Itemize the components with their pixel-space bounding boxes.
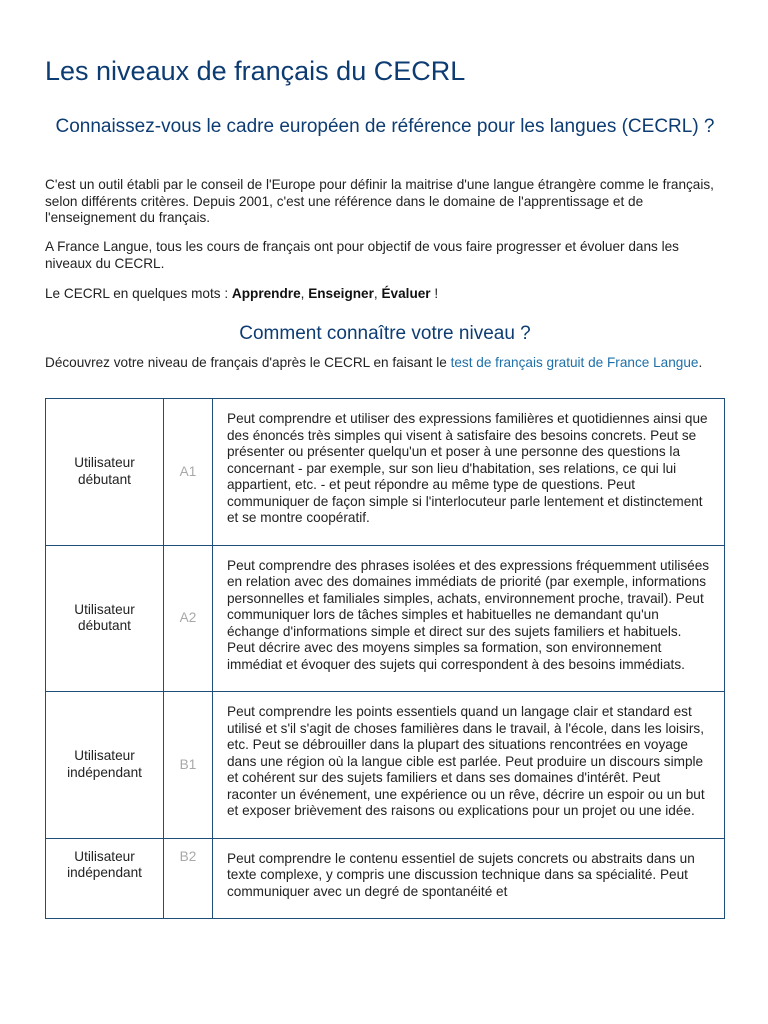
user-type-cell: Utilisateur débutant [46,545,164,692]
table-row [46,399,725,546]
page-subtitle: Connaissez-vous le cadre européen de référence pour les langues (CECRL) ? [55,116,715,137]
section-text-prefix: Découvrez votre niveau de français d'après le CECRL en faisant le [45,355,451,370]
keyword-separator: , [300,286,309,301]
keywords-prefix: Le CECRL en quelques mots : [45,286,232,301]
section-text-suffix: . [698,355,703,370]
user-type-cell: Utilisateur indépendant [46,838,164,919]
level-description-cell: Peut comprendre les points essentiels quand un langage clair et standard est utilisé et s'il s'agit de choses familières dans le travail, à l'école, dans les loisirs, etc. Peut se débrouiller dans la plupart des situations rencontrées en voyage dans une région où la langue cible est parlée. Peut produire un discours simple et cohérent sur des sujets familiers et dans ses domaines d'intérêt. Peut raconter un événement, une expérience ou un rêve, décrire un espoir ou un but et exposer brièvement des raisons ou explications pour un projet ou une idée. [213,692,725,839]
level-description-cell: Peut comprendre des phrases isolées et des expressions fréquemment utilisées en relation avec des domaines immédiats de priorité (par exemple, informations personnelles et familiales simples, achats, environnement proche, travail). Peut communiquer lors de tâches simples et habituelles ne demandant qu'un échange d'informations simple et direct sur des sujets familiers et habituels. Peut décrire avec des moyens simples sa formation, son environnement immédiat et évoquer des sujets qui correspondent à des besoins immédiats. [213,545,725,692]
keywords-suffix: ! [430,286,439,301]
intro-paragraph-3 [45,286,725,303]
level-code-cell: B2 [164,838,213,919]
section-paragraph [45,355,725,372]
level-code-cell: A2 [164,545,213,692]
level-code-cell: A1 [164,399,213,546]
french-test-link[interactable]: test de français gratuit de France Langue [450,355,699,370]
keyword-enseigner: Enseigner [308,286,374,301]
level-description-cell: Peut comprendre le contenu essentiel de sujets concrets ou abstraits dans un texte complexe, y compris une discussion technique dans sa spécialité. Peut communiquer avec un degré de spontanéité et [213,838,725,919]
cecrl-levels-table [45,398,725,919]
intro-paragraph-2: A France Langue, tous les cours de français ont pour objectif de vous faire progresser et évoluer dans les niveaux du CECRL. [45,239,679,271]
table-row [46,838,725,919]
keyword-separator: , [373,286,382,301]
level-code-cell: B1 [164,692,213,839]
level-description-cell: Peut comprendre et utiliser des expressions familières et quotidiennes ainsi que des énoncés très simples qui visent à satisfaire des besoins concrets. Peut se présenter ou présenter quelqu'un et poser à une personne des questions la concernant - par exemple, sur son lieu d'habitation, ses relations, ce qui lui appartient, etc. - et peut répondre au même type de questions. Peut communiquer de façon simple si l'interlocuteur parle lentement et distinctement et se montre coopératif. [213,399,725,546]
table-row [46,545,725,692]
user-type-cell: Utilisateur débutant [46,399,164,546]
intro-paragraph-1: C'est un outil établi par le conseil de l'Europe pour définir la maitrise d'une langue étrangère comme le français, selon différents critères. Depuis 2001, c'est une référence dans le domaine de l'apprentissage et de l'enseignement du français. [45,177,714,225]
user-type-cell: Utilisateur indépendant [46,692,164,839]
table-row [46,692,725,839]
keyword-evaluer: Évaluer [381,286,431,301]
section-title: Comment connaître votre niveau ? [239,323,531,344]
page-title: Les niveaux de français du CECRL [45,56,466,86]
keyword-apprendre: Apprendre [231,286,301,301]
